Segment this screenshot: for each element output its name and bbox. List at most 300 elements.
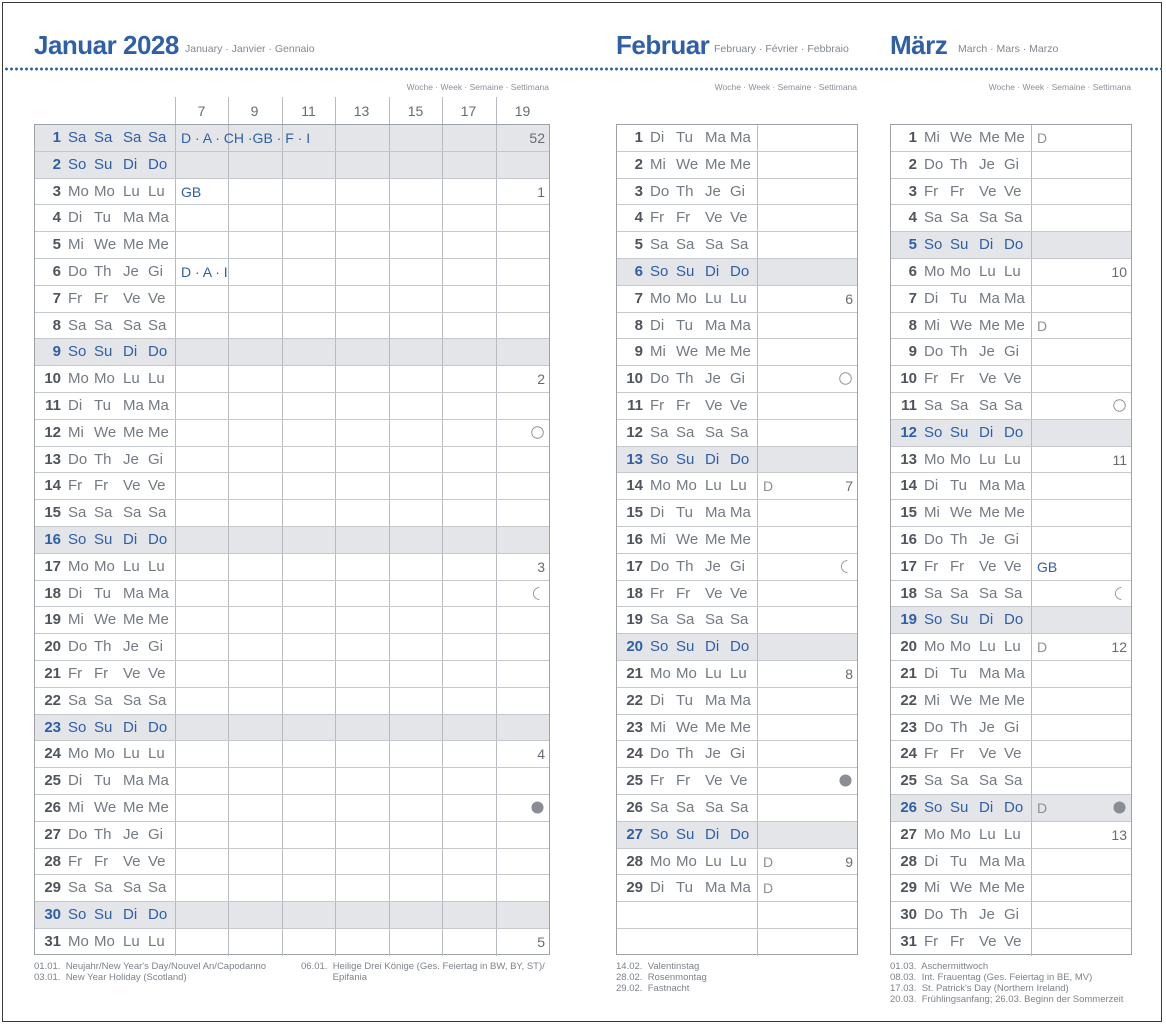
cell-divider: [175, 500, 176, 526]
weekday-abbrev: Do: [1004, 423, 1024, 441]
hour-divider: [228, 97, 229, 124]
weekday-abbrev: Lu: [730, 477, 747, 495]
hour-divider: [496, 97, 497, 124]
cell-divider: [442, 688, 443, 714]
weekday-abbrev: Th: [950, 531, 968, 548]
cell-divider: [175, 366, 176, 392]
day-row[interactable]: [35, 795, 549, 822]
day-row[interactable]: [35, 286, 549, 313]
day-row[interactable]: [35, 313, 549, 340]
weekday-abbrev: Fr: [650, 584, 665, 602]
day-row[interactable]: [891, 715, 1131, 742]
day-row[interactable]: [35, 768, 549, 795]
day-number: 29: [626, 879, 643, 897]
day-row[interactable]: [35, 902, 549, 929]
day-row[interactable]: [617, 554, 857, 581]
day-row[interactable]: [891, 366, 1131, 393]
weekday-abbrev: Di: [650, 504, 665, 522]
weekday-abbrev: Ma: [1004, 477, 1025, 495]
cell-divider: [282, 741, 283, 767]
cell-divider: [389, 607, 390, 633]
day-row[interactable]: [35, 581, 549, 608]
cell-divider: [228, 500, 229, 526]
day-row[interactable]: [891, 768, 1131, 795]
day-row[interactable]: [617, 447, 857, 474]
weekday-abbrev: Di: [68, 209, 83, 227]
day-number: 10: [44, 370, 61, 388]
footnote-february: 14.02. Valentinstag 28.02. Rosenmontag 29.02. Fastnacht: [616, 961, 707, 994]
day-row[interactable]: [35, 929, 549, 956]
day-row[interactable]: [891, 554, 1131, 581]
cell-divider: [282, 581, 283, 607]
weekday-abbrev: Me: [979, 691, 1000, 709]
weekday-abbrev: Fr: [924, 933, 939, 950]
weekday-abbrev: Ve: [705, 209, 723, 227]
day-row[interactable]: [35, 822, 549, 849]
day-row[interactable]: [891, 902, 1131, 929]
weekday-abbrev: Ma: [123, 772, 144, 790]
weekday-abbrev: So: [650, 638, 669, 656]
day-row[interactable]: [617, 313, 857, 340]
day-row[interactable]: [617, 822, 857, 849]
cell-divider: [496, 849, 497, 875]
day-row[interactable]: [35, 259, 549, 286]
week-number: 5: [537, 934, 545, 950]
weekday-abbrev: Di: [68, 772, 83, 790]
weekday-abbrev: Di: [123, 155, 138, 173]
day-row[interactable]: [891, 741, 1131, 768]
cell-divider: [228, 741, 229, 767]
day-row[interactable]: [891, 500, 1131, 527]
cell-divider: [228, 339, 229, 365]
day-number: 14: [626, 477, 643, 495]
day-row[interactable]: [35, 688, 549, 715]
day-row[interactable]: [891, 125, 1131, 152]
weekday-abbrev: Sa: [123, 879, 142, 897]
cell-divider: [389, 688, 390, 714]
weekday-abbrev: Je: [705, 557, 721, 575]
weekday-abbrev: Ma: [730, 879, 751, 897]
day-row[interactable]: [35, 179, 549, 206]
week-number: 2: [537, 371, 545, 388]
weekday-abbrev: Me: [1004, 316, 1025, 334]
week-number: 6: [845, 290, 853, 307]
day-number: 2: [634, 155, 643, 173]
cell-divider: [1031, 741, 1032, 767]
weekday-abbrev: So: [924, 799, 943, 816]
weekday-abbrev: Je: [979, 718, 995, 736]
day-row[interactable]: [617, 795, 857, 822]
cell-divider: [496, 259, 497, 285]
first-moon-icon: [1113, 211, 1126, 224]
day-row[interactable]: [891, 179, 1131, 206]
weekday-abbrev: Sa: [1004, 772, 1023, 790]
weekday-abbrev: Fr: [676, 772, 691, 790]
week-number: 9: [845, 853, 853, 870]
cell-divider: [757, 688, 758, 714]
day-number: 10: [626, 370, 643, 388]
cell-divider: [282, 473, 283, 499]
weekday-abbrev: Sa: [148, 129, 167, 146]
weekday-abbrev: Me: [1004, 691, 1025, 709]
weekday-abbrev: Di: [650, 316, 665, 334]
day-row[interactable]: [891, 929, 1131, 956]
cell-divider: [1031, 339, 1032, 365]
day-number: 1: [634, 129, 643, 146]
weekday-abbrev: Me: [979, 504, 1000, 522]
weekday-abbrev: Di: [123, 718, 138, 736]
cell-divider: [757, 179, 758, 205]
cell-divider: [496, 795, 497, 821]
cell-divider: [1031, 393, 1032, 419]
day-row[interactable]: [35, 393, 549, 420]
day-row[interactable]: [617, 688, 857, 715]
weekday-abbrev: Tu: [94, 209, 111, 227]
new-moon-icon: [1113, 801, 1126, 814]
cell-divider: [282, 661, 283, 687]
weekday-abbrev: Lu: [148, 182, 165, 200]
cell-divider: [175, 554, 176, 580]
cell-divider: [282, 286, 283, 312]
hour-divider: [389, 97, 390, 124]
weekday-abbrev: Su: [94, 531, 113, 548]
weekday-abbrev: Fr: [68, 477, 83, 495]
cell-divider: [496, 205, 497, 231]
cell-divider: [389, 366, 390, 392]
weekday-abbrev: We: [676, 155, 699, 173]
day-row[interactable]: [35, 661, 549, 688]
weekday-abbrev: Lu: [730, 289, 747, 307]
day-row[interactable]: [617, 715, 857, 742]
weekday-abbrev: Do: [924, 343, 944, 361]
day-row[interactable]: [617, 607, 857, 634]
weekday-abbrev: Su: [676, 450, 695, 468]
day-number: 9: [634, 343, 643, 361]
day-row[interactable]: [891, 527, 1131, 554]
weekday-abbrev: Fr: [950, 933, 965, 950]
day-number: 24: [44, 745, 61, 763]
hour-label: 7: [197, 103, 206, 119]
weekday-abbrev: Sa: [924, 772, 943, 790]
weekday-abbrev: Ma: [1004, 852, 1025, 870]
day-number: 18: [900, 584, 917, 602]
day-row[interactable]: [891, 339, 1131, 366]
weekday-abbrev: Mi: [924, 504, 940, 522]
day-row[interactable]: [891, 822, 1131, 849]
day-row[interactable]: [617, 875, 857, 902]
day-row[interactable]: [617, 741, 857, 768]
day-row[interactable]: [35, 527, 549, 554]
day-row[interactable]: [891, 420, 1131, 447]
day-number: 23: [44, 718, 61, 736]
weekday-abbrev: Di: [705, 450, 720, 468]
day-number: 3: [634, 182, 643, 200]
day-row[interactable]: [35, 634, 549, 661]
weekday-abbrev: Mi: [68, 423, 84, 441]
weekday-abbrev: Do: [730, 825, 750, 843]
day-row[interactable]: [617, 634, 857, 661]
day-row[interactable]: [891, 259, 1131, 286]
new-moon-icon: [531, 801, 544, 814]
day-number: 18: [44, 584, 61, 602]
weekday-abbrev: Tu: [950, 289, 967, 307]
day-row[interactable]: [891, 661, 1131, 688]
weekday-abbrev: Do: [924, 155, 944, 173]
day-number: 31: [900, 933, 917, 950]
cell-divider: [496, 554, 497, 580]
weekday-abbrev: Gi: [1004, 343, 1019, 361]
day-row[interactable]: [35, 875, 549, 902]
weekday-abbrev: Gi: [730, 745, 745, 763]
day-row[interactable]: [617, 393, 857, 420]
weekday-abbrev: Do: [924, 906, 944, 924]
day-row[interactable]: [35, 447, 549, 474]
day-row[interactable]: [617, 366, 857, 393]
day-row[interactable]: [617, 929, 857, 956]
day-row[interactable]: [35, 125, 549, 152]
cell-divider: [757, 634, 758, 660]
cell-divider: [496, 527, 497, 553]
weekday-abbrev: Lu: [705, 852, 722, 870]
cell-divider: [496, 473, 497, 499]
cell-divider: [282, 393, 283, 419]
weekday-abbrev: Di: [979, 611, 994, 629]
day-row[interactable]: [891, 795, 1131, 822]
day-row[interactable]: [617, 581, 857, 608]
weekday-abbrev: We: [676, 343, 699, 361]
day-number: 12: [44, 423, 61, 441]
cell-divider: [496, 902, 497, 928]
march-grid: [890, 124, 1132, 955]
cell-divider: [335, 259, 336, 285]
day-number: 22: [626, 691, 643, 709]
cell-divider: [175, 795, 176, 821]
day-row[interactable]: [617, 125, 857, 152]
weekday-abbrev: Di: [924, 477, 939, 495]
weekday-abbrev: Sa: [924, 397, 943, 414]
cell-divider: [335, 393, 336, 419]
day-row[interactable]: [617, 339, 857, 366]
cell-divider: [282, 313, 283, 339]
weekday-abbrev: Ma: [705, 879, 726, 897]
weekday-abbrev: Lu: [1004, 450, 1021, 468]
day-row[interactable]: [891, 447, 1131, 474]
day-row[interactable]: [891, 607, 1131, 634]
hour-label: 13: [353, 103, 370, 119]
weekday-abbrev: Sa: [730, 236, 749, 254]
day-number: 30: [44, 906, 61, 924]
full-moon-icon: [839, 372, 852, 385]
day-row[interactable]: [617, 286, 857, 313]
weekday-abbrev: Ma: [123, 209, 144, 227]
cell-divider: [1031, 286, 1032, 312]
cell-divider: [282, 875, 283, 901]
cell-divider: [282, 527, 283, 553]
day-number: 17: [44, 557, 61, 575]
weekday-abbrev: Mo: [94, 370, 115, 388]
weekday-abbrev: Do: [730, 450, 750, 468]
day-row[interactable]: [617, 849, 857, 876]
weekday-abbrev: Sa: [730, 611, 749, 629]
day-row[interactable]: [617, 527, 857, 554]
day-row[interactable]: [35, 366, 549, 393]
week-number: 12: [1111, 639, 1127, 656]
hour-label: 9: [250, 103, 259, 119]
weekday-abbrev: Ma: [148, 397, 169, 414]
day-row[interactable]: [35, 741, 549, 768]
day-number: 8: [634, 316, 643, 334]
weekday-abbrev: So: [68, 531, 87, 548]
cell-divider: [335, 715, 336, 741]
weekday-abbrev: Fr: [650, 397, 665, 414]
day-row[interactable]: [891, 688, 1131, 715]
cell-divider: [175, 634, 176, 660]
weekday-abbrev: Sa: [979, 397, 998, 414]
cell-divider: [282, 822, 283, 848]
day-row[interactable]: [891, 313, 1131, 340]
day-row[interactable]: [35, 500, 549, 527]
weekday-abbrev: Sa: [123, 504, 142, 522]
weekday-abbrev: Ve: [979, 557, 997, 575]
cell-divider: [282, 607, 283, 633]
cell-divider: [757, 393, 758, 419]
day-number: 4: [908, 209, 917, 227]
hour-divider: [175, 97, 176, 124]
new-moon-icon: [839, 774, 852, 787]
weekday-abbrev: Gi: [148, 450, 163, 468]
cell-divider: [228, 661, 229, 687]
day-row[interactable]: [35, 420, 549, 447]
day-row[interactable]: [35, 152, 549, 179]
cell-divider: [1031, 661, 1032, 687]
day-row[interactable]: [35, 554, 549, 581]
dotted-divider: [4, 66, 1162, 72]
weekday-abbrev: Th: [950, 906, 968, 924]
cell-divider: [496, 607, 497, 633]
cell-divider: [282, 500, 283, 526]
weekday-abbrev: Mo: [650, 289, 671, 307]
cell-divider: [757, 152, 758, 178]
day-number: 1: [908, 129, 917, 146]
day-row[interactable]: [35, 205, 549, 232]
cell-divider: [1031, 875, 1032, 901]
weekday-abbrev: Je: [123, 450, 139, 468]
cell-divider: [175, 661, 176, 687]
day-row[interactable]: [35, 473, 549, 500]
weekday-abbrev: Ma: [148, 772, 169, 790]
cell-divider: [282, 339, 283, 365]
day-row[interactable]: [617, 473, 857, 500]
day-row[interactable]: [891, 875, 1131, 902]
weekday-abbrev: Ma: [1004, 289, 1025, 307]
day-row[interactable]: [891, 286, 1131, 313]
day-row[interactable]: [891, 849, 1131, 876]
weekday-abbrev: Mo: [650, 477, 671, 495]
cell-divider: [1031, 929, 1032, 956]
day-row[interactable]: [35, 232, 549, 259]
weekday-abbrev: Sa: [123, 691, 142, 709]
day-row[interactable]: [617, 500, 857, 527]
cell-divider: [228, 286, 229, 312]
day-row[interactable]: [891, 152, 1131, 179]
day-row[interactable]: [891, 473, 1131, 500]
weekday-abbrev: Lu: [730, 852, 747, 870]
day-number: 11: [901, 397, 917, 414]
day-row[interactable]: [617, 259, 857, 286]
day-row[interactable]: [891, 205, 1131, 232]
day-row[interactable]: [35, 607, 549, 634]
day-row[interactable]: [617, 232, 857, 259]
weekday-abbrev: Mi: [650, 155, 666, 173]
cell-divider: [175, 581, 176, 607]
day-row[interactable]: [617, 661, 857, 688]
weekday-abbrev: Su: [676, 263, 695, 280]
weekday-abbrev: Do: [148, 531, 168, 548]
holiday-note: D: [763, 853, 774, 870]
day-number: 10: [900, 370, 917, 388]
weekday-abbrev: Su: [950, 799, 969, 816]
day-number: 7: [908, 289, 917, 307]
weekday-abbrev: Lu: [148, 745, 165, 763]
cell-divider: [1031, 259, 1032, 285]
cell-divider: [175, 849, 176, 875]
day-row[interactable]: [617, 420, 857, 447]
day-row[interactable]: [617, 205, 857, 232]
cell-divider: [175, 125, 176, 151]
day-row[interactable]: [35, 849, 549, 876]
day-row[interactable]: [617, 902, 857, 929]
day-row[interactable]: [891, 232, 1131, 259]
weekday-abbrev: Sa: [148, 691, 167, 709]
cell-divider: [175, 688, 176, 714]
cell-divider: [335, 581, 336, 607]
weekday-abbrev: Ma: [979, 477, 1000, 495]
cell-divider: [335, 822, 336, 848]
weekday-abbrev: Su: [94, 718, 113, 736]
weekday-abbrev: We: [94, 236, 117, 254]
weekday-abbrev: Sa: [705, 611, 724, 629]
weekday-abbrev: Je: [979, 531, 995, 548]
cell-divider: [389, 634, 390, 660]
day-row[interactable]: [891, 393, 1131, 420]
cell-divider: [1031, 152, 1032, 178]
cell-divider: [175, 313, 176, 339]
day-row[interactable]: [35, 339, 549, 366]
cell-divider: [228, 929, 229, 956]
day-row[interactable]: [35, 715, 549, 742]
weekday-abbrev: Th: [950, 343, 968, 361]
day-row[interactable]: [891, 634, 1131, 661]
weekday-abbrev: Mi: [68, 799, 84, 816]
day-number: 3: [908, 182, 917, 200]
weekday-abbrev: So: [924, 611, 943, 629]
day-row[interactable]: [891, 581, 1131, 608]
day-row[interactable]: [617, 152, 857, 179]
cell-divider: [757, 795, 758, 821]
weekday-abbrev: Gi: [730, 557, 745, 575]
weekday-abbrev: Je: [705, 745, 721, 763]
cell-divider: [389, 286, 390, 312]
cell-divider: [442, 473, 443, 499]
weekday-abbrev: Tu: [676, 129, 693, 146]
weekday-abbrev: So: [68, 718, 87, 736]
weekday-abbrev: Sa: [924, 584, 943, 602]
day-row[interactable]: [617, 768, 857, 795]
day-number: 31: [44, 933, 61, 950]
day-number: 19: [626, 611, 643, 629]
day-number: 23: [626, 718, 643, 736]
day-row[interactable]: [617, 179, 857, 206]
